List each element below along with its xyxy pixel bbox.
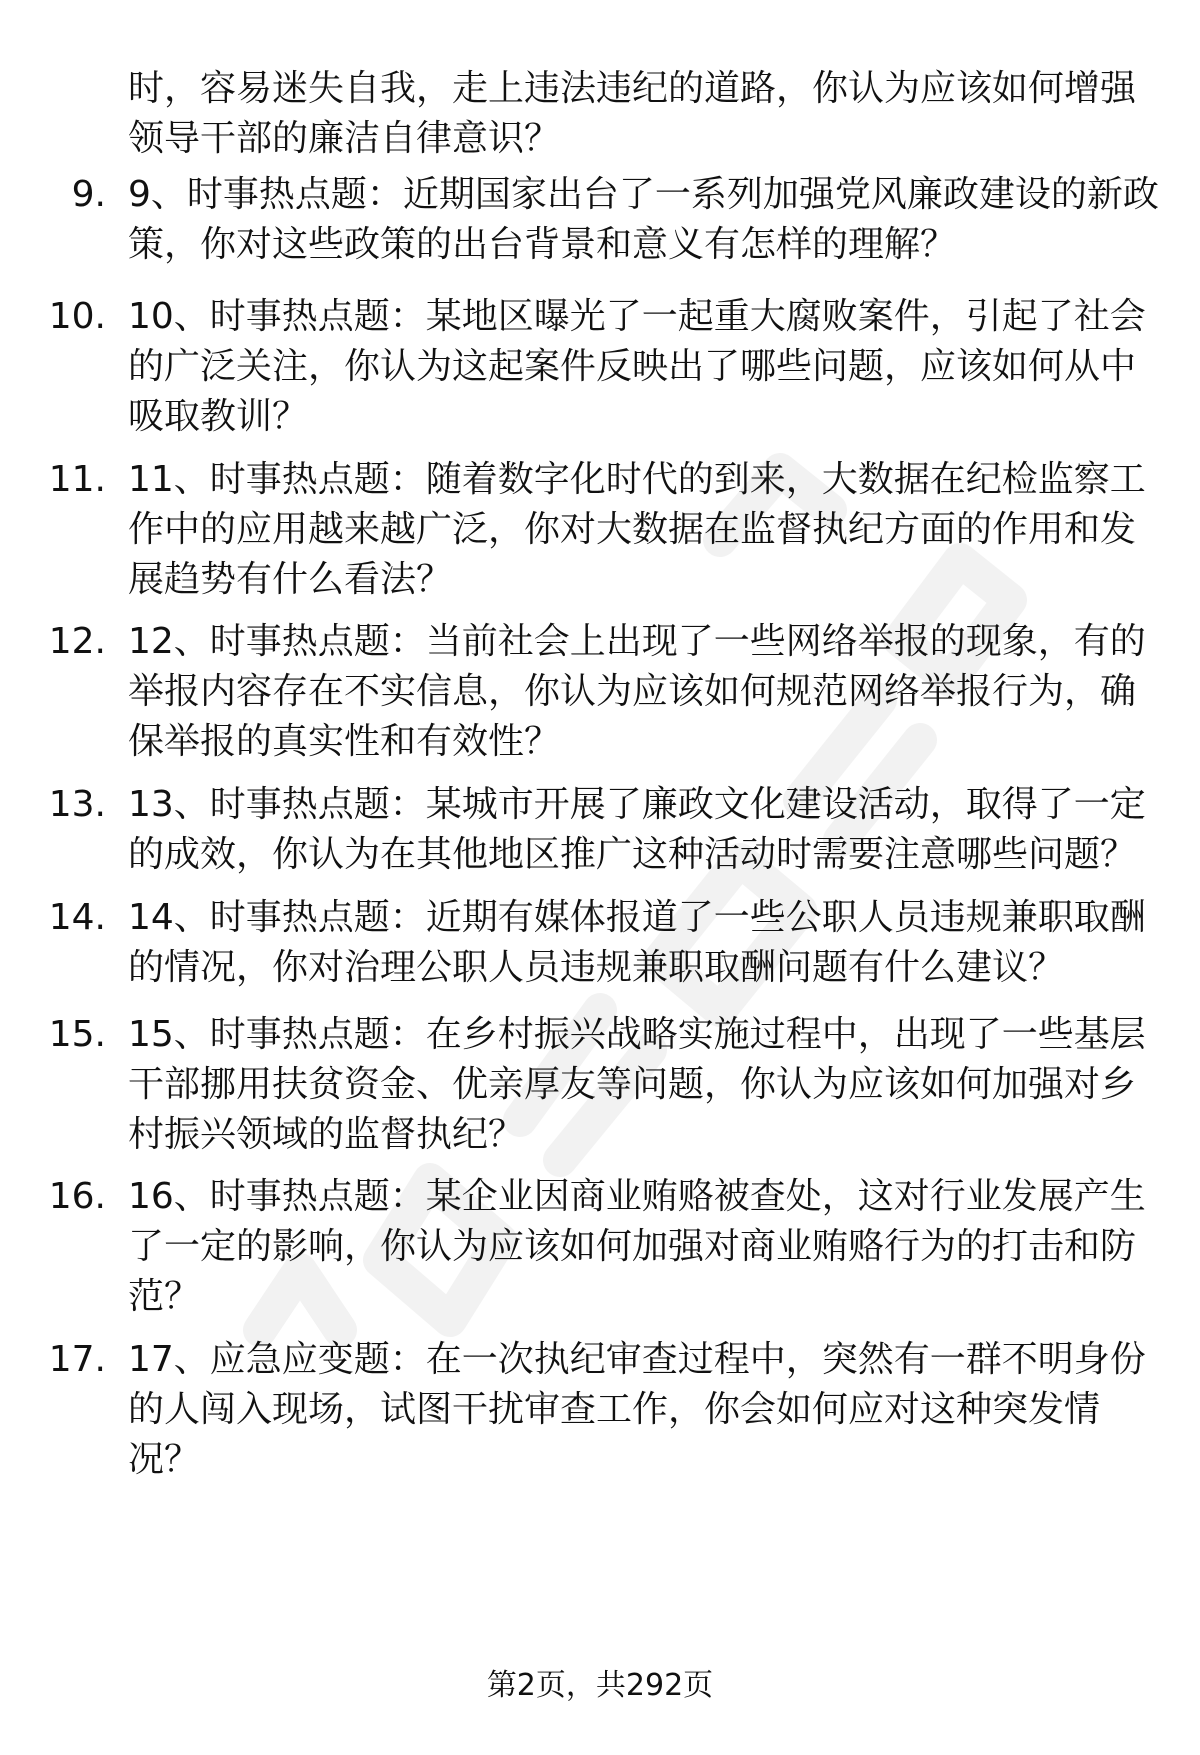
list-number: 15. [48,1014,106,1055]
question-text [128,1172,1158,1322]
text-line: 12、时事热点题：当前社会上出现了一些网络举报的现象，有的 [128,621,1146,662]
text-line: 的成效，你认为在其他地区推广这种活动时需要注意哪些问题？ [128,834,1137,875]
text-line: 干部挪用扶贫资金、优亲厚友等问题，你认为应该如何加强对乡 [128,1064,1137,1105]
text-line: 况？ [128,1439,201,1480]
question-text [128,292,1158,442]
list-number: 12. [48,621,106,662]
list-number: 17. [48,1339,106,1380]
text-line: 举报内容存在不实信息，你认为应该如何规范网络举报行为，确 [128,671,1137,712]
text-line: 的情况，你对治理公职人员违规兼职取酬问题有什么建议？ [128,947,1065,988]
question-text [128,1335,1158,1485]
text-line: 作中的应用越来越广泛，你对大数据在监督执纪方面的作用和发 [128,509,1137,550]
question-text [128,780,1158,880]
text-line: 17、应急应变题：在一次执纪审查过程中，突然有一群不明身份 [128,1339,1146,1380]
list-number: 11. [48,459,106,500]
text-line: 策，你对这些政策的出台背景和意义有怎样的理解？ [128,224,957,265]
list-number: 14. [48,897,106,938]
list-number: 9. [71,174,106,215]
list-number: 10. [48,296,106,337]
text-line: 10、时事热点题：某地区曝光了一起重大腐败案件，引起了社会 [128,296,1146,337]
text-line: 范？ [128,1276,201,1317]
text-line: 的人闯入现场，试图干扰审查工作，你会如何应对这种突发情 [128,1389,1101,1430]
text-line: 领导干部的廉洁自律意识？ [128,118,561,159]
text-line: 11、时事热点题：随着数字化时代的到来，大数据在纪检监察工 [128,459,1146,500]
text-line: 保举报的真实性和有效性？ [128,721,561,762]
question-text [128,893,1158,993]
list-number: 13. [48,784,106,825]
text-line: 13、时事热点题：某城市开展了廉政文化建设活动，取得了一定 [128,784,1146,825]
list-number: 16. [48,1176,106,1217]
text-line: 15、时事热点题：在乡村振兴战略实施过程中，出现了一些基层 [128,1014,1146,1055]
text-line: 9、时事热点题：近期国家出台了一系列加强党风廉政建设的新政 [128,174,1159,215]
text-line: 时，容易迷失自我，走上违法违纪的道路，你认为应该如何增强 [128,68,1137,109]
text-line: 村振兴领域的监督执纪？ [128,1114,525,1155]
text-line: 16、时事热点题：某企业因商业贿赂被查处，这对行业发展产生 [128,1176,1146,1217]
text-line: 的广泛关注，你认为这起案件反映出了哪些问题，应该如何从中 [128,346,1137,387]
text-line: 14、时事热点题：近期有媒体报道了一些公职人员违规兼职取酬 [128,897,1146,938]
text-line: 吸取教训？ [128,396,309,437]
text-line: 展趋势有什么看法？ [128,559,453,600]
page-number: 第2页，共292页 [486,1668,714,1703]
question-text [128,170,1158,270]
question-text [128,455,1158,605]
text-line: 了一定的影响，你认为应该如何加强对商业贿赂行为的打击和防 [128,1226,1137,1267]
question-text [128,617,1158,767]
continued-question-text [128,64,1148,164]
question-text [128,1010,1158,1160]
